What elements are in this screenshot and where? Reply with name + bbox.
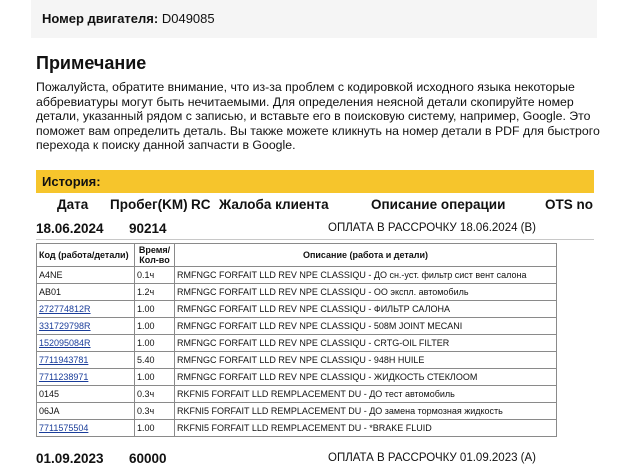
record-2-date: 01.09.2023 [36,451,104,466]
column-header-mileage: Пробег(KM) [110,197,188,212]
part-number-link[interactable]: 7711238971 [37,369,135,386]
column-header-date: Дата [57,197,89,212]
column-header-rc: RC [191,197,211,212]
detail-quantity: 1.2ч [135,284,175,301]
work-code: 0145 [37,386,135,403]
record-date: 18.06.2024 [36,221,104,236]
work-code: 06JA [37,403,135,420]
detail-row [37,420,557,437]
details-header-time-line1: Время/ [138,245,171,255]
note-title: Примечание [36,53,147,73]
history-title: История: [42,174,101,189]
part-number-link[interactable]: 7711575504 [37,420,135,437]
detail-description: RMFNGC FORFAIT LLD REV NPE CLASSIQU - ОО экспл. автомобиль [175,284,557,301]
detail-description: RMFNGC FORFAIT LLD REV NPE CLASSIQU - ЖИДКОСТЬ СТЕКЛООМ [175,369,557,386]
detail-row [37,352,557,369]
detail-quantity: 1.00 [135,301,175,318]
detail-quantity: 1.00 [135,369,175,386]
column-header-complaint: Жалоба клиента [219,197,329,212]
detail-quantity: 0.1ч [135,267,175,284]
details-header-row [37,244,557,267]
detail-quantity: 1.00 [135,318,175,335]
record-divider [36,239,594,240]
detail-row [37,318,557,335]
details-header-time-line2: Кол-во [139,255,170,265]
detail-description: RMFNGC FORFAIT LLD REV NPE CLASSIQU - 948H HUILE [175,352,557,369]
part-number-link[interactable]: 331729798R [37,318,135,335]
engine-number-value: D049085 [161,11,215,26]
record-details-table [36,243,557,437]
detail-row [37,267,557,284]
part-number-link[interactable]: 152095084R [37,335,135,352]
work-code: A4NE [37,267,135,284]
part-number-link[interactable]: 7711943781 [37,352,135,369]
engine-number-line [42,11,215,26]
note-text: Пожалуйста, обратите внимание, что из-за проблем с кодировкой исходного языка некоторые аббревиатуры могут быть нечитаемыми. Для определения неясной детали скопируйте номер детали, указанный рядом с записью, и вставьте его в поисковую систему, например, Google. Это поможет вам определить деталь. Вы также можете кликнуть на номер детали в PDF для быстрого перехода к поиску данной запчасти в Google. [36,80,600,153]
engine-number-label: Номер двигателя: [42,11,159,26]
detail-quantity: 1.00 [135,420,175,437]
detail-quantity: 0.3ч [135,386,175,403]
record-2-mileage: 60000 [129,451,167,466]
detail-description: RKFNI5 FORFAIT LLD REMPLACEMENT DU - ДО замена тормозная жидкость [175,403,557,420]
detail-description: RMFNGC FORFAIT LLD REV NPE CLASSIQU - ДО сн.-уст. фильтр сист вент салона [175,267,557,284]
work-code: AB01 [37,284,135,301]
detail-description: RKFNI5 FORFAIT LLD REMPLACEMENT DU - ДО тест автомобиль [175,386,557,403]
detail-description: RMFNGC FORFAIT LLD REV NPE CLASSIQU - 508M JOINT MECANI [175,318,557,335]
detail-description: RMFNGC FORFAIT LLD REV NPE CLASSIQU - ФИЛЬТР САЛОНА [175,301,557,318]
detail-row [37,284,557,301]
record-mileage: 90214 [129,221,167,236]
details-header-description: Описание (работа и детали) [175,244,557,267]
detail-row [37,369,557,386]
record-2-operation: ОПЛАТА В РАССРОЧКУ 01.09.2023 (А) [328,452,537,464]
part-number-link[interactable]: 272774812R [37,301,135,318]
details-header-code: Код (работа/детали) [37,244,135,267]
detail-description: RMFNGC FORFAIT LLD REV NPE CLASSIQU - CRTG-OIL FILTER [175,335,557,352]
engine-info-box [31,0,597,38]
details-body [37,267,557,437]
column-header-ots: OTS no [545,197,593,212]
detail-quantity: 0.3ч [135,403,175,420]
column-header-operation: Описание операции [371,197,506,212]
detail-row [37,301,557,318]
detail-quantity: 5.40 [135,352,175,369]
history-section-header [36,170,594,193]
detail-description: RKFNI5 FORFAIT LLD REMPLACEMENT DU - *BRAKE FLUID [175,420,557,437]
detail-row [37,386,557,403]
details-header-time [135,244,175,267]
detail-row [37,335,557,352]
detail-row [37,403,557,420]
detail-quantity: 1.00 [135,335,175,352]
record-operation: ОПЛАТА В РАССРОЧКУ 18.06.2024 (В) [328,222,537,234]
